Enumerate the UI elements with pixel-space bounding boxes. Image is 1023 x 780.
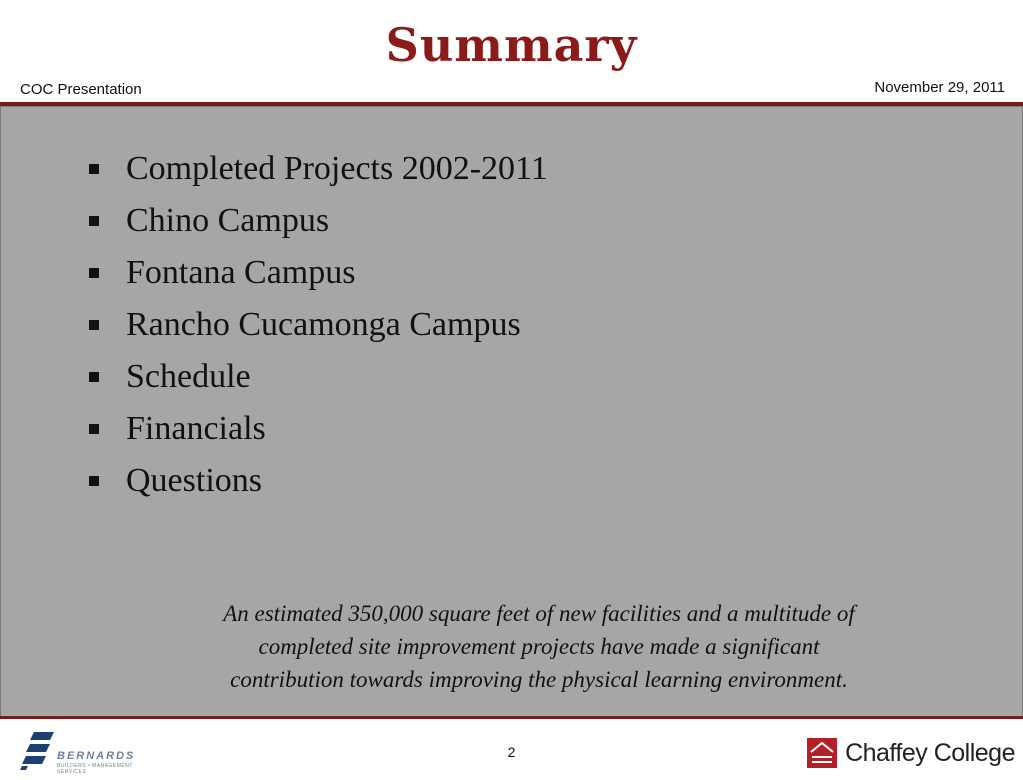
bullet-text: Questions — [126, 462, 262, 499]
bullet-list — [89, 143, 548, 507]
page-number: 2 — [507, 744, 516, 760]
chaffey-logo — [807, 736, 1015, 770]
square-bullet-icon — [89, 164, 99, 174]
square-bullet-icon — [89, 372, 99, 382]
bullet-text: Rancho Cucamonga Campus — [126, 306, 521, 343]
bullet-item — [89, 247, 548, 299]
bullet-text: Chino Campus — [126, 202, 330, 239]
square-bullet-icon — [89, 216, 99, 226]
square-bullet-icon — [89, 268, 99, 278]
square-bullet-icon — [89, 424, 99, 434]
bullet-item — [89, 351, 548, 403]
bullet-item — [89, 403, 548, 455]
bullet-item — [89, 299, 548, 351]
bullet-text: Financials — [126, 410, 266, 447]
bullet-item — [89, 143, 548, 195]
square-bullet-icon — [89, 320, 99, 330]
square-bullet-icon — [89, 476, 99, 486]
presentation-date: November 29, 2011 — [874, 79, 1005, 96]
summary-note: An estimated 350,000 square feet of new facilities and a multitude of completed site improvement projects have made a significant contribution towards improving the physical learning environment. — [223, 601, 855, 692]
slide-title: Summary — [385, 18, 638, 72]
bullet-item — [89, 455, 548, 507]
content-panel — [0, 106, 1023, 718]
bullet-text: Completed Projects 2002-2011 — [126, 150, 548, 187]
bernards-logo-name: BERNARDS — [57, 750, 136, 762]
chaffey-logo-name: Chaffey College — [845, 738, 1015, 767]
bullet-item — [89, 195, 548, 247]
bullet-text: Schedule — [126, 358, 251, 395]
bernards-logo-tagline: BUILDERS • MANAGEMENT SERVICES — [57, 763, 133, 775]
chaffey-logo-icon — [807, 738, 837, 768]
bullet-text: Fontana Campus — [126, 254, 356, 291]
presentation-label: COC Presentation — [20, 81, 142, 98]
footer-divider — [0, 716, 1023, 719]
